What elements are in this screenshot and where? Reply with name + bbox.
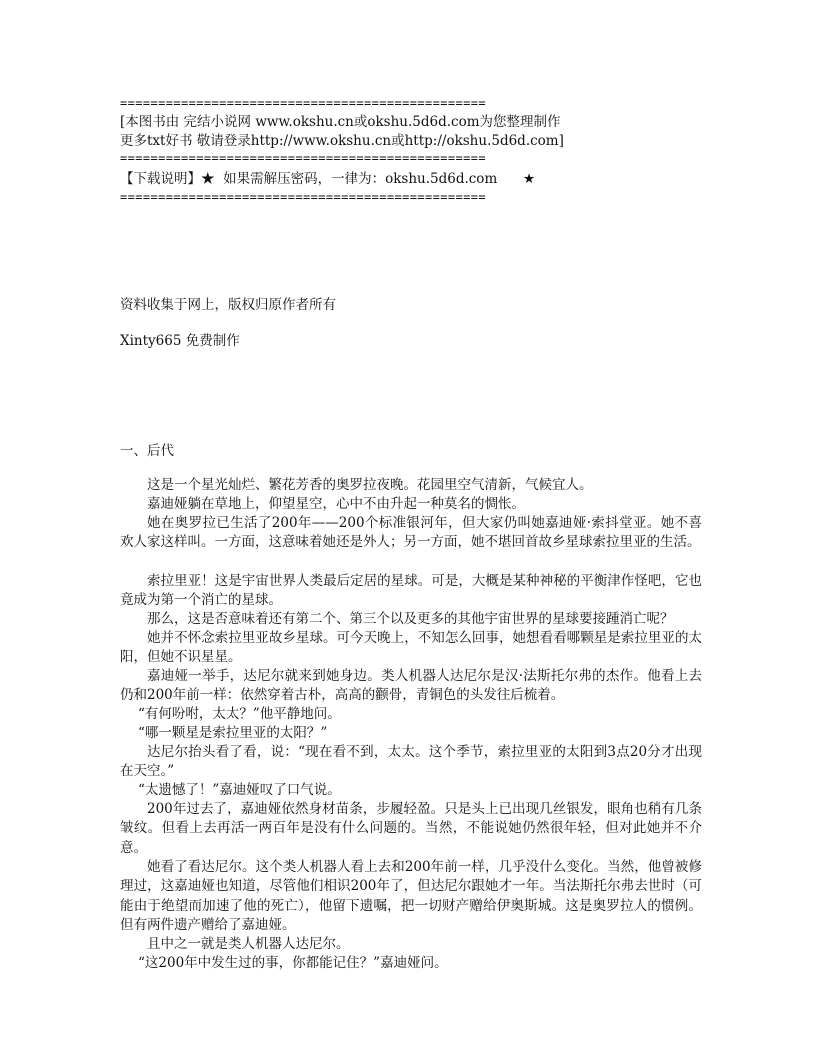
paragraph: 她在奥罗拉已生活了200年——200个标准银河年，但大家仍叫她嘉迪娅·索抖堂亚。她不喜欢人家这样叫。一方面，这意味着她还是外人；另一方面，她不堪回首故乡星球索拉里亚的生活。 [120, 515, 702, 551]
paragraph: 她看了看达尼尔。这个类人机器人看上去和200年前一样，几乎没什么变化。当然，他曾被修理过，这嘉迪娅也知道，尽管他们相识200年了，但达尼尔跟她才一年。当法斯托尔弗去世时（可能由于绝望而加速了他的死亡），他留下遗嘱，把一切财产赠给伊奥斯城。这是奥罗拉人的惯例。但有两件遗产赠给了嘉迪娅。 [120, 859, 702, 933]
paragraph: “这200年中发生过的事，你都能记住？”嘉迪娅问。 [138, 955, 448, 971]
paragraph: 且中之一就是类人机器人达尼尔。 [147, 936, 350, 952]
header-line-1: [本图书由 完结小说网 www.okshu.cn或okshu.5d6d.com为您整理制作 [120, 114, 561, 130]
header-separator-middle: ================================================ [120, 151, 486, 165]
paragraph: 200年过去了，嘉迪娅依然身材苗条，步履轻盈。只是头上已出现几丝银发，眼角也稍有几条皱纹。但看上去再活一两百年是没有什么问题的。当然，不能说她仍然很年轻，但对此她并不介意。 [120, 801, 702, 856]
maker-note: Xinty665 免费制作 [120, 333, 240, 349]
header-separator-bottom: ================================================ [120, 190, 486, 204]
paragraph: “太遗憾了！”嘉迪娅叹了口气说。 [138, 782, 341, 798]
paragraph: 嘉迪娅一举手，达尼尔就来到她身边。类人机器人达尼尔是汉·法斯托尔弗的杰作。他看上去仍和200年前一样：依然穿着古朴，高高的颧骨，青铜色的头发往后梳着。 [120, 668, 702, 704]
header-separator-top: ================================================ [120, 96, 486, 110]
paragraph: “哪一颗星是索拉里亚的太阳？” [138, 725, 328, 741]
paragraph: 她并不怀念索拉里亚故乡星球。可今天晚上，不知怎么回事，她想看看哪颗星是索拉里亚的太阳，但她不识星星。 [120, 630, 702, 666]
download-note: 【下载说明】★ 如果需解压密码，一律为：okshu.5d6d.com ★ [120, 171, 536, 187]
paragraph: 索拉里亚！这是宇宙世界人类最后定居的星球。可是，大概是某种神秘的平衡津作怪吧，它也竟成为第一个消亡的星球。 [120, 573, 702, 609]
paragraph: 嘉迪娅躺在草地上，仰望星空，心中不由升起一种莫名的惆怅。 [147, 496, 525, 512]
paragraph: “有何吩咐，太太？”他平静地问。 [138, 706, 341, 722]
source-note: 资料收集于网上，版权归原作者所有 [120, 297, 336, 313]
header-line-2: 更多txt好书 敬请登录http://www.okshu.cn或http://okshu.5d6d.com] [120, 133, 564, 149]
paragraph: 达尼尔抬头看了看，说：“现在看不到，太太。这个季节，索拉里亚的太阳到3点20分才出现在天空。” [120, 744, 702, 780]
chapter-title: 一、后代 [120, 443, 174, 459]
paragraph: 这是一个星光灿烂、繁花芳香的奥罗拉夜晚。花园里空气清新，气候宜人。 [147, 477, 593, 493]
paragraph: 那么，这是否意味着还有第二个、第三个以及更多的其他宇宙世界的星球要接踵消亡呢？ [147, 611, 674, 627]
